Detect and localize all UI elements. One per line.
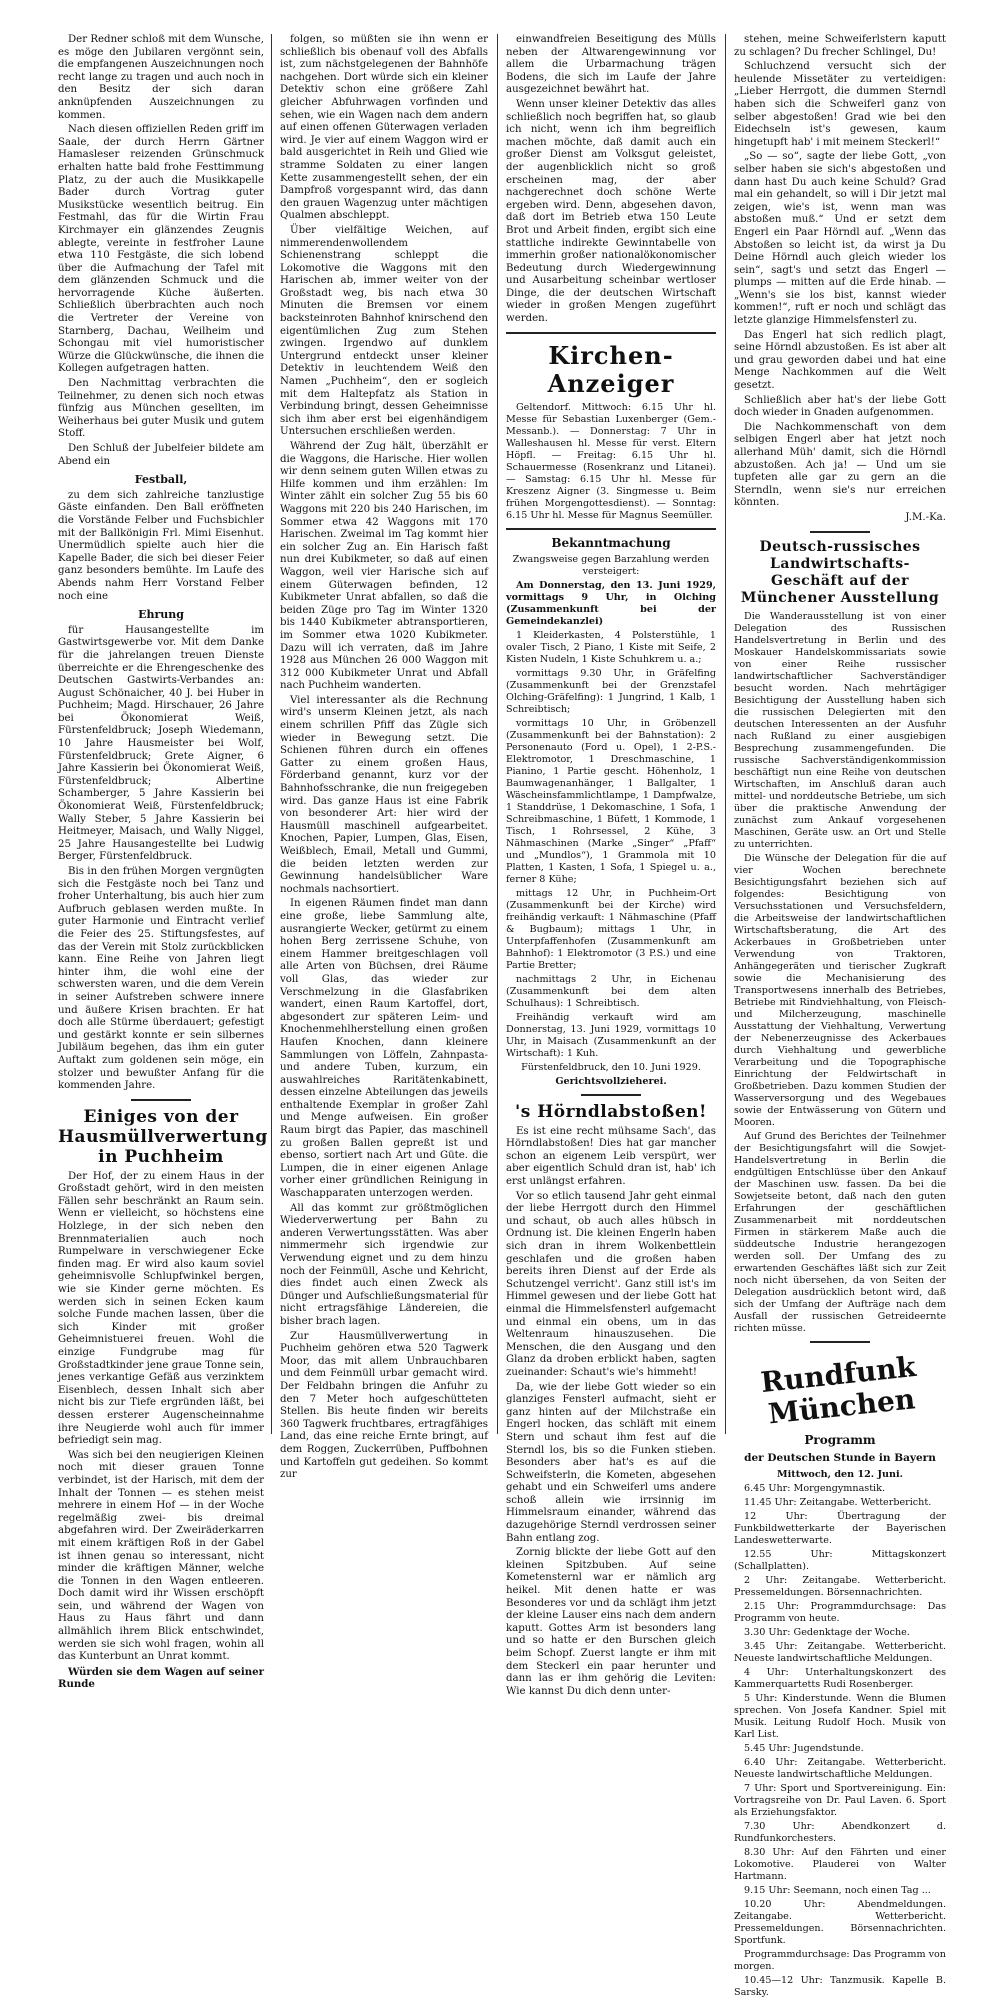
radio-schedule-item: 11.45 Uhr: Zeitangabe. Wetterbericht. xyxy=(744,1496,932,1508)
radio-schedule-item: Programmdurchsage: Das Programm von morgen. xyxy=(734,1948,946,1972)
divider xyxy=(581,1094,641,1096)
paragraph: Die Wünsche der Delegation für die auf vier Wochen berechnete Besichtigungsfahrt beziehen sich auf folgendes: Besichtigung von Versuchsstationen und Versuchsfeldern, die Arbeitsweise der landwirtschaftlichen Wirtschaftsberatung, die Art des Ackerbaues in Großbetrieben unter Verwendung von Traktoren, Anhängegeräten und tierischer Zugkraft sowie die Mechanisierung des Transportwesens innerhalb des Betriebes, Betriebe mit Rindviehhaltung, von Fleisch- und Milcherzeugung, maschinelle Ausstattung der Viehhaltung, Verwertung der Nebenerzeugnisse des Ackerbaues durch Viehhaltung und gewerbliche Verarbeitung und die Topographische Einrichtung der Feldwirtschaft in Großbetrieben. Dazu kommen Studien der Wasserversorgung und des Wegebaues sowie der Entwässerung von Gütern und Mooren. xyxy=(734,852,946,1128)
column-rule xyxy=(725,34,726,1434)
radio-schedule-item: 3.30 Uhr: Gedenktage der Woche. xyxy=(744,1626,910,1638)
announcement-item: mittags 12 Uhr, in Puchheim-Ort (Zusammenkunft bei der Kirche) wird freihändig verkauft: 1 Nähmaschine (Pfaff & Bugbaum); mittags 1 Uhr, in Unterpfaffenhofen (Zusammenkunft am Bahnhof): 1 Elektromotor (3 P.S.) und eine Partie Bretter; xyxy=(506,887,716,971)
radio-schedule-item: 9.15 Uhr: Seemann, noch einen Tag ... xyxy=(744,1884,931,1896)
article-headline: Deutsch-russisches Landwirtschafts-Geschäft auf der Münchener Ausstellung xyxy=(740,538,940,606)
paragraph: Über vielfältige Weichen, auf nimmerendenwollendem Schienenstrang schleppt die Lokomotive die Waggons mit den Harischen ab, immer weiter von der Großstadt weg, bis nach etwa 30 Minuten die Bremsen vor einem backsteinroten Bahnhof knirschend den eigentümlichen Zug zum Stehen zwingen. Irgendwo auf dunklem Untergrund entdeckt unser kleiner Detektiv in leuchtendem Weiß den Namen „Puchheim“, den er sogleich mit dem Haltepfatz als Station in Verbindung bringt, dessen Geheimnisse sich ihm aber erst bei eigenhändigem Untersuchen erschließen werden. xyxy=(280,224,488,438)
paragraph: Der Hof, der zu einem Haus in der Großstadt gehört, wird in den meisten Fällen sehr beschränkt an Raum sein. Wenn er vielleicht, so höchstens eine Holzlege, in der sich neben den Brennmaterialien auch noch Rumpelware in verschwiegener Ecke finden mag. Er wird also kaum soviel geheimnisvolle Schlupfwinkel bergen, wie sie Kinder gerne möchten. Es werden sich in seinen Ecken kaum solche Funde machen lassen, über die sich Kinder mit großer Geheimnistuerei freuen. Wohl die einzige Fundgrube mag für Großstadtkinder jene graue Tonne sein, jenes verkantige Gefäß aus verzinktem Eisenblech, dessen Inhalt sich aber nicht bis zur Tiefe ergründen läßt, bei dessen ersterer Augenscheinnahme ihre Neugierde wohl auch für immer befriedigt sein mag. xyxy=(58,1170,264,1447)
paragraph: Es ist eine recht mühsame Sach', das Hörndlabstoßen! Dies hat gar mancher schon an eigenem Leib verspürt, wer aber eigentlich Schuld dran ist, hab' ich erst unlängst erfahren. xyxy=(506,1125,716,1188)
radio-schedule-item: 6.40 Uhr: Zeitangabe. Wetterbericht. Neueste landwirtschaftliche Meldungen. xyxy=(734,1756,946,1780)
paragraph: Schließlich aber hat's der liebe Gott doch wieder in Gnaden aufgenommen. xyxy=(734,394,946,419)
paragraph: Da, wie der liebe Gott wieder so ein glanziges Fensterl aufmacht, sieht er ganz hinten auf der Milchstraße ein Engerl hocken, das schläft mit einem Stern und schaut ihm fest auf die Sterndl los, bis so die Funken stieben. Besonders aber hat's es auf die Schweifsterln, die Kometen, abgesehen gehabt und ein Schweiferl ums andere schoß allein wie irrsinnig im Himmelsraum einander, während das dazugehörige Sterndl verdrossen seiner Bahn entlang zog. xyxy=(506,1381,716,1544)
radio-schedule-item: 2.15 Uhr: Programmdurchsage: Das Programm von heute. xyxy=(734,1600,946,1624)
radio-date: Mittwoch, den 12. Juni. xyxy=(777,1468,903,1480)
author-signature: J.M.-Ka. xyxy=(905,511,946,523)
radio-schedule-item: 12.55 Uhr: Mittagskonzert (Schallplatten). xyxy=(734,1548,946,1572)
radio-schedule-item: 5.45 Uhr: Jugendstunde. xyxy=(744,1742,864,1754)
radio-schedule-item: 6.45 Uhr: Morgengymnastik. xyxy=(744,1482,885,1494)
paragraph: Zur Hausmüllverwertung in Puchheim gehören etwa 520 Tagwerk Moor, das mit allem Unbrauchbaren und dem Feinmüll urbar gemacht wird. Der Feldbahn bringen die Anfuhr zu den 7 Meter hoch aufgeschütteten Stellen. Bis heute finden wir bereits 360 Tagwerk fruchtbares, ertragfähiges Land, das eine reiche Ernte bringt, auf dem Roggen, Zuckerrüben, Puffbohnen und Kartoffeln gut gedeihen. So kommt zur xyxy=(280,1330,488,1481)
announcement-office: Gerichtsvollzieherei. xyxy=(555,1075,667,1087)
announcement-item: Freihändig verkauft wird am Donnerstag, 13. Juni 1929, vormittags 10 Uhr, in Maisach (Zusammenkunft an der Wirtschaft): 1 Kuh. xyxy=(506,1011,716,1059)
divider xyxy=(810,1341,870,1343)
radio-program-subtitle: der Deutschen Stunde in Bayern xyxy=(744,1451,936,1464)
paragraph: Auf Grund des Berichtes der Teilnehmer der Besichtigungsfahrt will die Sowjet-Handelsvertretung in Berlin die endgültigen Entschlüsse über den Ankauf der Maschinen usw. fassen. Da bei die Sowjetseite betont, daß nach den guten Erfahrungen der geschäftlichen Zusammenarbeit mit norddeutschen Firmen in stärkerem Maße auch die süddeutsche Industrie herangezogen werden soll. Der Umfang des zu erwartenden Geschäftes läßt sich zur Zeit noch nicht übersehen, da von Seiten der Delegation ausdrücklich betont wird, daß sich der Umfang der Aufträge nach dem Ausfall der russischen Getreideernte richten müsse. xyxy=(734,1130,946,1334)
radio-schedule-item: 7.30 Uhr: Abendkonzert d. Rundfunkorchesters. xyxy=(734,1820,946,1844)
paragraph: zu dem sich zahlreiche tanzlustige Gäste einfanden. Den Ball eröffneten die Vorstände Felber und Fuchsbichler mit der Ballkönigin Frl. Mimi Eisenhut. Unermüdlich spielte auch hier die Kapelle Bader, die sich bei dieser Feier ganz besonders bemühte. Im Laufe des Abends nahm Herr Vorstand Felber noch eine xyxy=(58,489,264,602)
paragraph: Viel interessanter als die Rechnung wird's unserm Kleinen jetzt, als nach einem schrillen Pfiff das Zügle sich wieder in Bewegung setzt. Die Schienen führen durch ein offenes Gatter zu einem großen Haus, Förderband genannt, kurz vor der Bahnhofsschranke, die nun freigegeben wird. Das ganze Haus ist eine Fabrik von besonderer Art: hier wird der Hausmüll maschinell aufgearbeitet. Knochen, Papier, Lumpen, Glas, Eisen, Weißblech, Email, Metall und Gummi, die beiden letzten werden zur Gewinnung handelsüblicher Ware nochmals nachsortiert. xyxy=(280,694,488,895)
radio-schedule-item: 2 Uhr: Zeitangabe. Wetterbericht. Pressemeldungen. Börsennachrichten. xyxy=(734,1574,946,1598)
radio-schedule-item: 3.45 Uhr: Zeitangabe. Wetterbericht. Neueste landwirtschaftliche Meldungen. xyxy=(734,1640,946,1664)
radio-program-label: Programm xyxy=(804,1432,876,1447)
paragraph: Schluchzend versucht sich der heulende Missetäter zu verteidigen: „Lieber Herrgott, die dummen Sterndl haben sich die Schweiferl ganz von selber abgestoßen! Grad wie bei den Eidechseln ist's gewesen, kaum hingetupft hab' i mit meinem Steckerl!“ xyxy=(734,61,946,148)
announcement-date: Am Donnerstag, den 13. Juni 1929, vormittags 9 Uhr, in Olching (Zusammenkunft bei der Gemeindekanzlei) xyxy=(506,579,716,627)
announcement-place-date: Fürstenfeldbruck, den 10. Juni 1929. xyxy=(521,1061,701,1073)
paragraph: Den Schluß der Jubelfeier bildete am Abend ein xyxy=(58,443,264,467)
announcement-item: vormittags 9.30 Uhr, in Gräfelfing (Zusammenkunft bei der Grenzstafel Olching-Gräfelfing): 1 Jungrind, 1 Kalb, 1 Schreibtisch; xyxy=(506,667,716,715)
announcement-item: 1 Kleiderkasten, 4 Polsterstühle, 1 ovaler Tisch, 2 Piano, 1 Kiste mit Seife, 2 Kisten Nudeln, 1 Kiste Schuhkrem u. a.; xyxy=(506,629,716,665)
paragraph: Die Nachkommenschaft von dem selbigen Engerl aber hat jetzt noch allerhand Müh' damit, sich die Hörndl abzustoßen. Ach ja! — Und um sie tupfeten alle gar zu gern an die Sterndln, wenn sie's nur erreichen könnten. xyxy=(734,421,946,509)
announcement-intro: Zwangsweise gegen Barzahlung werden versteigert: xyxy=(512,553,710,577)
paragraph: folgen, so müßten sie ihn wenn er schließlich bis obenauf voll des Abfalls ist, zum nächstgelegenen der Bahnhöfe nachgehen. Dort würde sich ein kleiner Detektiv schon eine größere Zahl gleicher Abfuhrwagen vorfinden und sehen, wie ein Wagen nach dem andern auf einen offenen Güterwagen verladen wird. Je vier auf einem Waggon wird er bald ausgerichtet in Reih und Glied wie stramme Soldaten zu einer langen Kette zusammengestellt sehen, der ein Dampfroß vorgespannt wird, das dann den grauen Wagenzug unter mächtigen Qualmen abschleppt. xyxy=(280,34,488,222)
church-notice-box xyxy=(506,332,716,530)
column-2 xyxy=(280,34,488,1481)
subheading-festball: Festball, xyxy=(134,473,188,487)
column-1 xyxy=(58,34,268,1691)
church-notice-headline: Kirchen-Anzeiger xyxy=(547,340,675,398)
radio-schedule-item: 10.20 Uhr: Abendmeldungen. Zeitangabe. Wetterbericht. Pressemeldungen. Börsennachrichten. Sportfunk. xyxy=(734,1898,946,1946)
paragraph: „So — so“, sagte der liebe Gott, „von selber haben sie sich's abgestoßen und dann hast Du auch keine Schuld? Grad mal ein gehandelt, so will i Dir jetzt mal zeigen, wie's ist, wenn man was abstoßen muß.“ Und er setzt dem Engerl ein Paar Hörndl auf. „Wenn das Abstoßen so leicht ist, da wirst ja Du Deine Hörndl auch gleich wieder los sein“, sagt's und setzt das Engerl — plumps — mitten auf die Erde hinab. — „Wenn's sie los bist, kannst wieder kommen!“, ruft er noch und schlägt das letzte glanzige Himmelsfensterl zu. xyxy=(734,151,946,327)
paragraph: Den Nachmittag verbrachten die Teilnehmer, zu denen sich noch etwas fünfzig aus München gesellten, im Weiherhaus bei guter Musik und gutem Stoff. xyxy=(58,378,264,440)
paragraph: Das Engerl hat sich redlich plagt, seine Hörndl abzustoßen. Es ist aber alt und grau geworden dabei und hat eine Menge Nachkommen auf die Welt gesetzt. xyxy=(734,329,946,392)
paragraph: Zornig blickte der liebe Gott auf den kleinen Spitzbuben. Auf seine Kometensternl war er nämlich arg heikel. Mit denen hatte er was Besonderes vor und da schlägt ihm jetzt der kleine Lauser eins nach dem andern kaputt. Gottes Arm ist besonders lang und so hatte er den Burschen gleich beim Schopf. Zuerst langte er ihm mit dem Steckerl ein paar herunter und dann las er ihm gehörig die Leviten: Wie kannst Du dich denn unter- xyxy=(506,1547,716,1697)
subheading-ehrung: Ehrung xyxy=(138,608,184,622)
paragraph: Nach diesen offiziellen Reden griff im Saale, der durch Herrn Gärtner Hamasleser reizenden Grünschmuck erhalten hatte bald frohe Festtimmung Platz, zu der auch die Musikkapelle Bader durch Vortrag guter Musikstücke wesentlich beitrug. Ein Festmahl, das für die Wirtin Frau Kirchmayer ein glänzendes Zeugnis ablegte, vereinte in festfroher Laune etwa 110 Festgäste, die sich lobend über die Aufmachung der Tafel mit dem glänzenden Schmuck und die hervorragende Küche äußerten. Schließlich überbrachten auch noch die Vertreter der Vereine von Starnberg, Dachau, Weilheim und Schongau mit viel humoristischer Würze die Glückwünsche, die ihnen die Kollegen aufgetragen hatten. xyxy=(58,124,264,375)
announcement-item: nachmittags 2 Uhr, in Eichenau (Zusammenkunft bei dem alten Schulhaus): 1 Schreibtisch. xyxy=(506,973,716,1009)
paragraph: Was sich bei den neugierigen Kleinen noch mit dieser grauen Tonne verbindet, ist der Harisch, mit dem der Inhalt der Tonnen — es stehen meist mehrere in einem Hof — in der Woche regelmäßig zwei- bis dreimal abgefahren wird. Der Zweiräderkarren mit einem kräftigen Roß in der Gabel ist ihnen genau so interessant, nicht minder die kräftigen Männer, welche die Tonnen in den Wagen entleeren. Doch damit wird ihr Wissen erschöpft sein, und während der Wagen von Haus zu Haus fährt und dann allmählich ihrem Blick entschwindet, werden sie sich wohl fragen, wohin all das Kunterbunt an Unrat kommt. xyxy=(58,1449,264,1663)
column-3 xyxy=(506,34,716,1697)
announcement-item: vormittags 10 Uhr, in Gröbenzell (Zusammenkunft bei der Bahnstation): 2 Personenauto (Ford u. Opel), 1 2-P.S.-Elektromotor, 1 Dreschmaschine, 1 Pianino, 1 Partie gescht. Höhenholz, 1 Baumwagenanhänger, 1 Ballgalter, 1 Wäscheinsfammlichtlampe, 1 Dampfwalze, 1 Standdrüse, 1 Dekomaschine, 1 Sofa, 1 Schreibmaschine, 1 Büfett, 1 Kommode, 1 Tisch, 1 Rohrsessel, 2 Kühe, 3 Nähmaschinen (Marke „Singer“ „Pfaff“ und „Mundlos“), 1 Grammola mit 10 Platten, 1 Kasten, 1 Sofa, 1 Spiegel u. a., ferner 8 Kühe; xyxy=(506,717,716,885)
paragraph: einwandfreien Beseitigung des Mülls neben der Altwarengewinnung vor allem die Urbarmachung trägen Bodens, die sich im Laufe der Jahre ausgezeichnet bewährt hat. xyxy=(506,34,716,96)
paragraph: Vor so etlich tausend Jahr geht einmal der liebe Herrgott durch den Himmel und schaut, ob auch alles hübsch in Ordnung ist. Die kleinen Engerln haben sich dran in ihrem Wolkenbettlein geschlafen und die großen haben bereits ihren Dienst auf der Erde als Schutzengel verricht'. Ganz still ist's im Himmel gewesen und der liebe Gott hat einmal die Himmelsfensterl aufgemacht und einmal ein obens, um in das Weltenraum hinauszusehen. Die Menschen, die den Ausgang und den Glanz da droben erblickt haben, sagten zueinander: Schaut's wie's himmeht! xyxy=(506,1190,716,1378)
paragraph: Während der Zug hält, überzählt er die Waggons, die Harische. Hier wollen wir denn seinem guten Willen etwas zu Hilfe kommen und ihm erzählen: Im Winter zählt ein solcher Zug 55 bis 60 Waggons mit 220 bis 240 Harischen, im Sommer etwa 42 Waggons mit 170 Harischen. Zweimal im Tag kommt hier ein solcher Zug an. Ein Harisch faßt nun drei Kubikmeter, so daß auf einen Waggon, weil vier Harische sich auf einem Güterwagen befinden, 12 Kubikmeter Unrat abfallen, so daß die beiden Züge pro Tag im Winter 1320 bis 1440 Kubikmeter abtransportieren, im Sommer etwa 1020 Kubikmeter. Dazu will ich verraten, daß im Jahre 1928 aus München 26 000 Waggon mit 312 000 Kubikmeter Unrat und Abfall nach Puchheim wanderten. xyxy=(280,441,488,692)
paragraph: Die Wanderausstellung ist von einer Delegation des Russischen Handelsvertretung in Berlin und des Moskauer Handelskommissariats sowie von einer Reihe russischer landwirtschaftlicher Sachverständiger besucht worden. Nach mehrtägiger Besichtigung der Ausstellung haben sich die russischen Delegierten mit den deutschen Interessenten an der Ausfuhr nach Rußland zu einer ausgiebigen Besprechung zusammengefunden. Die russische Sachverständigenkommission beschäftigt nun eine Reihe von deutschen Wirtschaften, im Anschluß daran auch mittel- und norddeutsche Betriebe, um sich über die praktische Anwendung der zunächst zum Ankauf vorgesehenen Maschinen, Geräte usw. an Ort und Stelle zu unterrichten. xyxy=(734,610,946,850)
radio-schedule-item: 10.45—12 Uhr: Tanzmusik. Kapelle B. Sarsky. xyxy=(734,1974,946,1998)
article-headline: 's Hörndlabstoßen! xyxy=(515,1101,707,1122)
paragraph: All das kommt zur größtmöglichen Wiederverwertung per Bahn zu anderen Verwertungsstätten. Was aber nimmermehr sich irgendwie zur Verwendung eignet und zu dem hinzu noch der Feinmüll, Asche und Kehricht, dies findet auch einen Zweck als Dünger und Aufschließungsmaterial für nicht ertragsfähige Ländereien, die bisher brach lagen. xyxy=(280,1202,488,1327)
paragraph: Bis in den frühen Morgen vergnügten sich die Festgäste noch bei Tanz und froher Unterhaltung, bis auch hier zum Aufbruch geblasen werden mußte. In guter Harmonie und Eintracht verlief die Feier des 25. Stiftungsfestes, auf das der Verein mit Stolz zurückblicken kann. Eine Reihe von Jahren liegt hinter ihm, die wohl eine der schwersten waren, und die dem Verein in seiner Aufstreben schwere innere und äußere Krisen brachten. Er hat doch alle Stürme überdauert; gefestigt und gestärkt konnte er sein silbernes Jubiläum begehen, das ihm ein guter Auftakt zum goldenen sein möge, ein stolzer und bewußter Anfang für die kommenden Jahre. xyxy=(58,866,264,1092)
divider xyxy=(131,1099,191,1101)
paragraph: In eigenen Räumen findet man dann eine große, liebe Sammlung alte, ausrangierte Wecker, getürmt zu einem hohen Berg zerrissene Schuhe, von einem Hammer breitgeschlagen voll alle Arten von Büchsen, drei Räume voll Glas, das wieder zur Verschmelzung in die Glasfabriken wandert, einen Raum Kartoffel, dort, abgesondert zur späteren Leim- und Knochenmehlherstellung einen großen Haufen Knochen, dann kleinere Sammlungen von Löffeln, Zahnpasta- und andere Tuben, kurzum, ein auswahlreiches Raritätenkabinett, dessen einzelne Abteilungen das jeweils enthaltende Exemplar in großer Zahl und Menge aufweisen. Ein großer Raum birgt das Papier, das maschinell zu großen Ballen gepreßt ist und ebenso, sortiert nach Art und Güte. die Lumpen, die in einer eigenen Anlage vorher einer gründlichen Reinigung in Waschapparaten unterzogen werden. xyxy=(280,898,488,1200)
radio-schedule-item: 7 Uhr: Sport und Sportvereinigung. Ein: Vortragsreihe von Dr. Paul Laven. 6. Sport als Erziehungsfaktor. xyxy=(734,1782,946,1818)
article-headline: Einiges von der Hausmüllverwertung in Puchheim xyxy=(58,1106,268,1167)
column-rule xyxy=(271,34,272,1434)
paragraph: für Hausangestellte im Gastwirtsgewerbe vor. Mit dem Danke für die jahrelangen treuen Dienste überreichte er die Ehrengeschenke des Deutschen Gastwirts-Verbandes an: August Schönaicher, 40 J. bei Huber in Puchheim; Magd. Hirschauer, 26 Jahre bei Ökonomierat Weiß, Fürstenfeldbruck; Joseph Wiedemann, 10 Jahre Hausmeister bei Wolf, Fürstenfeldbruck; Grete Aigner, 6 Jahre Kassierin bei Ökonomierat Weiß, Fürstenfeldbruck; Albertine Schamberger, 5 Jahre Kassierin bei Ökonomierat Weiß, Fürstenfeldbruck; Wally Steber, 5 Jahre Kassierin bei Heitmeyer, Maisach, und Wally Niggel, 25 Jahre Hausangestellte bei Ludwig Berger, Fürstenfeldbruck. xyxy=(58,624,264,863)
church-notice-text: Geltendorf. Mittwoch: 6.15 Uhr hl. Messe für Sebastian Luxenberger (Gem.-Messanb.). — Donnerstag: 7 Uhr in Walleshausen hl. Messe für verst. Eltern Höpfl. — Freitag: 6.15 Uhr hl. Schauermesse (Rosenkranz und Litanei). — Samstag: 6.15 Uhr hl. Messe für Kreszenz Aigner (3. Singmesse u. Beim frühen Morgengottesdienst). — Sonntag: 6.15 Uhr hl. Messe für Magnus Seemüller. xyxy=(506,401,716,521)
radio-schedule-item: 8.30 Uhr: Auf den Fährten und einer Lokomotive. Plauderei von Walter Hartmann. xyxy=(734,1846,946,1882)
paragraph: Würden sie dem Wagen auf seiner Runde xyxy=(58,1665,264,1691)
radio-headline: Rundfunk München xyxy=(759,1349,918,1431)
column-4 xyxy=(734,34,946,1998)
divider xyxy=(810,531,870,533)
paragraph: stehen, meine Schweiferlstern kaputt zu schlagen? Du frecher Schlingel, Du! xyxy=(734,34,946,58)
announcement-headline: Bekanntmachung xyxy=(551,535,671,550)
radio-schedule-item: 4 Uhr: Unterhaltungskonzert des Kammerquartetts Rudi Rosenberger. xyxy=(734,1666,946,1690)
column-rule xyxy=(497,34,498,1434)
paragraph: Wenn unser kleiner Detektiv das alles schließlich noch begriffen hat, so glaub ich nicht, wenn ich ihm begreiflich machen möchte, daß damit auch ein großer Dienst am Volksgut geleistet, der augenblicklich nicht so groß erscheinen mag, der aber nachgerechnet doch schöne Werte ergeben wird. Denn, abgesehen davon, daß dort im Betrieb etwa 150 Leute Brot und Arbeit finden, ergibt sich eine stattliche indirekte Gewinntabelle von immerhin großer nationalökonomischer Bedeutung durch Wiedergewinnung und Ausarbeitung scheinbar wertloser Dinge, die der deutschen Wirtschaft wieder in großen Mengen zugeführt werden. xyxy=(506,98,716,325)
radio-schedule-item: 5 Uhr: Kinderstunde. Wenn die Blumen sprechen. Von Josefa Kandner. Spiel mit Musik. Leitung Rudolf Hoch. Musik von Karl List. xyxy=(734,1692,946,1740)
radio-schedule-item: 12 Uhr: Übertragung der Funkbildwetterkarte der Bayerischen Landeswetterwarte. xyxy=(734,1510,946,1546)
paragraph: Der Redner schloß mit dem Wunsche, es möge den Jubilaren vergönnt sein, die empfangenen Auszeichnungen noch recht lange zu tragen und auch noch in den Besitz der sich daran anknüpfenden Auszeichnungen zu kommen. xyxy=(58,34,264,121)
